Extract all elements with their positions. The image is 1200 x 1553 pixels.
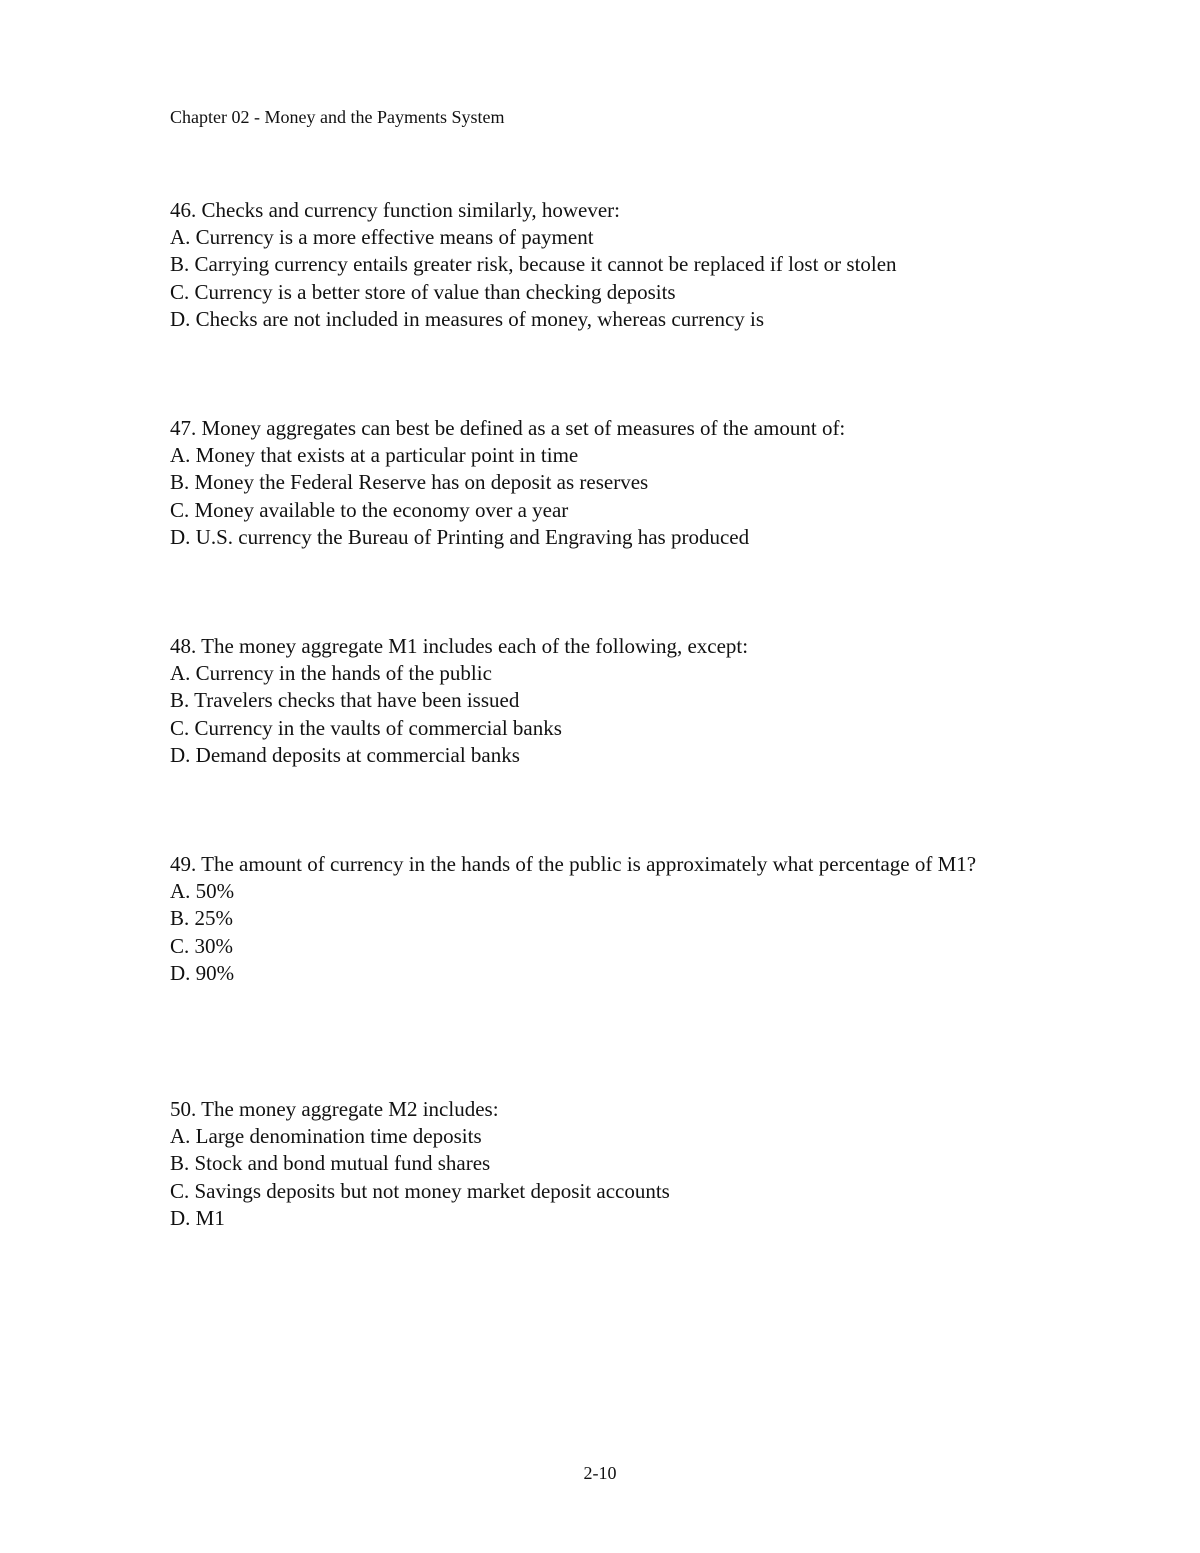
- answer-option-c: C. Currency in the vaults of commercial banks: [170, 715, 562, 740]
- chapter-title: Chapter 02 - Money and the Payments System: [170, 107, 505, 127]
- answer-option-a: A. Large denomination time deposits: [170, 1124, 482, 1149]
- answer-option-b: B. Stock and bond mutual fund shares: [170, 1151, 491, 1176]
- question-48: [170, 633, 1040, 769]
- question-46: [170, 197, 1040, 333]
- question-47: [170, 415, 1040, 551]
- question-stem: 46. Checks and currency function similarly, however:: [170, 198, 621, 222]
- page-number: 2-10: [583, 1463, 617, 1483]
- answer-option-a: A. Currency is a more effective means of payment: [170, 225, 594, 250]
- question-stem: 50. The money aggregate M2 includes:: [170, 1097, 499, 1121]
- answer-option-c: C. 30%: [170, 933, 233, 958]
- answer-option-d: D. 90%: [170, 960, 235, 985]
- answer-option-d: D. U.S. currency the Bureau of Printing and Engraving has produced: [170, 524, 750, 549]
- answer-option-b: B. 25%: [170, 906, 233, 931]
- question-stem: 49. The amount of currency in the hands of the public is approximately what percentage of M1?: [170, 852, 977, 876]
- answer-option-b: B. Money the Federal Reserve has on deposit as reserves: [170, 470, 649, 495]
- answer-option-c: C. Money available to the economy over a year: [170, 497, 569, 522]
- question-50: [170, 1096, 1040, 1232]
- answer-option-b: B. Travelers checks that have been issued: [170, 688, 520, 713]
- answer-option-b: B. Carrying currency entails greater risk, because it cannot be replaced if lost or stolen: [170, 252, 897, 277]
- answer-option-d: D. Checks are not included in measures of money, whereas currency is: [170, 306, 765, 331]
- question-stem: 47. Money aggregates can best be defined as a set of measures of the amount of:: [170, 416, 846, 440]
- question-stem: 48. The money aggregate M1 includes each of the following, except:: [170, 634, 749, 658]
- answer-option-c: C. Currency is a better store of value than checking deposits: [170, 279, 676, 304]
- answer-option-d: D. Demand deposits at commercial banks: [170, 742, 520, 767]
- answer-option-c: C. Savings deposits but not money market deposit accounts: [170, 1178, 670, 1203]
- question-49: [170, 851, 1040, 987]
- answer-option-d: D. M1: [170, 1205, 225, 1230]
- answer-option-a: A. 50%: [170, 879, 235, 904]
- answer-option-a: A. Currency in the hands of the public: [170, 661, 492, 686]
- answer-option-a: A. Money that exists at a particular point in time: [170, 443, 579, 468]
